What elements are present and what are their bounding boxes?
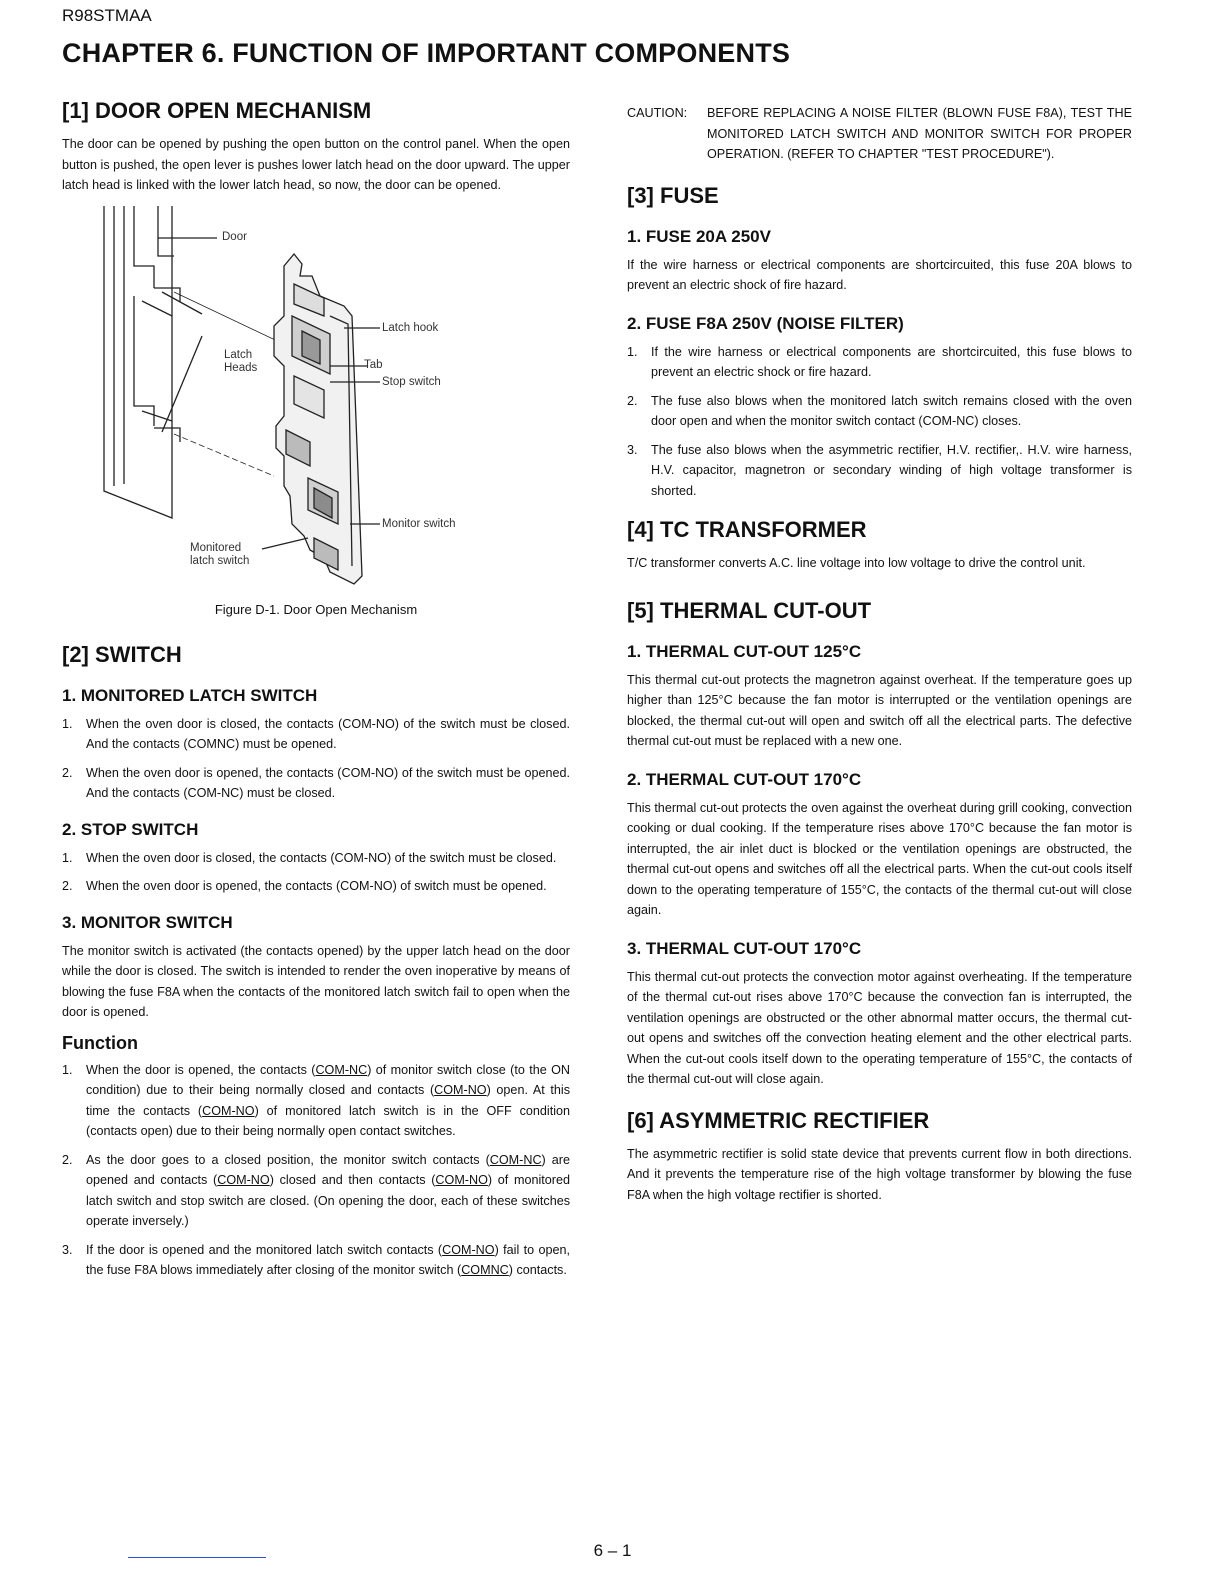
fuse-20a-heading: 1. FUSE 20A 250V [627,226,771,246]
chapter-title: CHAPTER 6. FUNCTION OF IMPORTANT COMPONENTS [62,38,791,68]
list-item: 2. As the door goes to a closed position, the monitor switch contacts (COM-NC) are opened and contacts (COM-NO) closed and then contacts (COM-NO) of monitored latch switch and stop switch are closed. (On opening the door, each of these switches operate inversely.) [62,1152,570,1228]
section-thermal-heading: [5] THERMAL CUT-OUT [627,597,872,623]
caution-label: CAUTION: [627,106,688,120]
right-column [627,103,1132,1215]
left-column [62,98,570,1289]
fuse-f8a-list [627,342,1132,502]
monitor-switch-heading: 3. MONITOR SWITCH [62,912,233,932]
label-latch-heads: Latch Heads [224,348,258,374]
fuse-20a-paragraph: If the wire harness or electrical components are shortcircuited, this fuse 20A blows to prevent an electric shock of fire hazard. [627,257,1132,292]
list-item: 1. When the oven door is closed, the contacts (COM-NO) of the switch must be closed. [62,850,557,865]
stop-switch-heading: 2. STOP SWITCH [62,819,199,839]
thermal-170-convection-heading: 3. THERMAL CUT-OUT 170°C [627,938,862,958]
mls-list [62,714,570,804]
section-door-heading: [1] DOOR OPEN MECHANISM [62,98,372,123]
door-mechanism-illustration [62,206,570,606]
list-item: 2. The fuse also blows when the monitored latch switch remains closed with the oven door open and when the monitor switch contact (COM-NC) closes. [627,393,1132,428]
thermal-125-paragraph: This thermal cut-out protects the magnetron against overheat. If the temperature goes up higher than 125°C because the fan motor is interrupted or the ventilation openings are blocked, the thermal cut-out will open and switch off all the electrical parts. The defective thermal cut-out must be replaced with a new one. [627,672,1132,748]
section-tc-heading: [4] TC TRANSFORMER [627,517,867,542]
function-heading: Function [62,1032,138,1053]
thermal-170-heading: 2. THERMAL CUT-OUT 170°C [627,769,862,789]
label-tab: Tab [364,358,383,371]
thermal-170-paragraph: This thermal cut-out protects the oven against the overheat during grill cooking, convection cooking or dual cooking. If the temperature rises above 170°C because the fan motor is interrupted, the air inlet duct is blocked or the ventilation openings are obstructed, the thermal cut-out opens and switches off all the electrical parts. When the cut-out cools itself down to the operating temperature of 155°C, the contacts of the thermal cut-out will close again. [627,800,1132,917]
asymmetric-paragraph: The asymmetric rectifier is solid state device that prevents current flow in both directions. And it prevents the temperature rise of the high voltage transformer by blowing the fuse F8A when the high voltage rectifier is shorted. [627,1146,1132,1202]
tc-paragraph: T/C transformer converts A.C. line voltage into low voltage to drive the control unit. [627,556,1086,570]
label-monitor-switch: Monitor switch [382,517,456,530]
list-item: 3. The fuse also blows when the asymmetric rectifier, H.V. rectifier,. H.V. wire harness, H.V. capacitor, magnetron or secondary winding of high voltage transformer is shorted. [627,442,1132,498]
door-paragraph: The door can be opened by pushing the open button on the control panel. When the open button is pushed, the open lever is pushes lower latch head on the door upward. The upper latch head is linked with the lower latch head, so now, the door can be opened. [62,137,570,192]
label-monitored-latch-switch: Monitored latch switch [190,541,250,567]
label-latch-hook: Latch hook [382,321,439,334]
monitor-switch-paragraph: The monitor switch is activated (the contacts opened) by the upper latch head on the door while the door is closed. The switch is intended to render the oven inoperative by means of blowing the fuse F8A when the contacts of the monitored latch switch fail to open when the door is opened. [62,943,570,1019]
thermal-170-convection-paragraph: This thermal cut-out protects the convection motor against overheating. If the temperature of the thermal cut-out rises above 170°C because the convection fan is interrupted, the ventilation openings are obstructed or the other abnormal matter occurs, the thermal cut-out opens and switches off the convection heating element and the other electrical parts. When the cut-out cools itself down to the operating temperature of 155°C, the contacts of the thermal cut-out will close again. [627,969,1132,1086]
section-asymmetric-heading: [6] ASYMMETRIC RECTIFIER [627,1107,930,1133]
footer-rule [128,1557,266,1558]
label-stop-switch: Stop switch [382,375,441,388]
caution-note [627,103,1132,165]
stop-switch-list [62,848,570,897]
list-item: 3. If the door is opened and the monitored latch switch contacts (COM-NO) fail to open, the fuse F8A blows immediately after closing of the monitor switch (COMNC) contacts. [62,1242,570,1277]
list-item: 1. If the wire harness or electrical components are shortcircuited, this fuse blows to prevent an electric shock or fire hazard. [627,344,1132,379]
caution-text: BEFORE REPLACING A NOISE FILTER (BLOWN FUSE F8A), TEST THE MONITORED LATCH SWITCH AND MONITOR SWITCH FOR PROPER OPERATION. (REFER TO CHAPTER "TEST PROCEDURE"). [707,106,1132,161]
door-mechanism-figure [62,206,570,626]
list-item: 1. When the oven door is closed, the contacts (COM-NO) of the switch must be closed. And the contacts (COMNC) must be opened. [62,716,570,751]
list-item: 2. When the oven door is opened, the contacts (COM-NO) of the switch must be opened. And the contacts (COM-NC) must be closed. [62,765,570,800]
page-number: 6 – 1 [593,1541,632,1560]
list-item: 1. When the door is opened, the contacts (COM-NC) of monitor switch close (to the ON condition) due to their being normally closed and contacts (COM-NO) open. At this time the contacts (COM-NO) of monitored latch switch is in the OFF condition (contacts open) due to their being normally open contact switches. [62,1062,571,1138]
function-list [62,1060,570,1281]
section-fuse-heading: [3] FUSE [627,182,719,208]
mls-heading: 1. MONITORED LATCH SWITCH [62,685,318,705]
list-item: 2. When the oven door is opened, the contacts (COM-NO) of switch must be opened. [62,879,547,893]
thermal-125-heading: 1. THERMAL CUT-OUT 125°C [627,641,862,661]
figure-caption: Figure D-1. Door Open Mechanism [214,601,418,617]
label-door: Door [222,230,247,243]
fuse-f8a-heading: 2. FUSE F8A 250V (NOISE FILTER) [627,313,904,333]
section-switch-heading: [2] SWITCH [62,641,182,667]
document-code: R98STMAA [62,6,152,25]
